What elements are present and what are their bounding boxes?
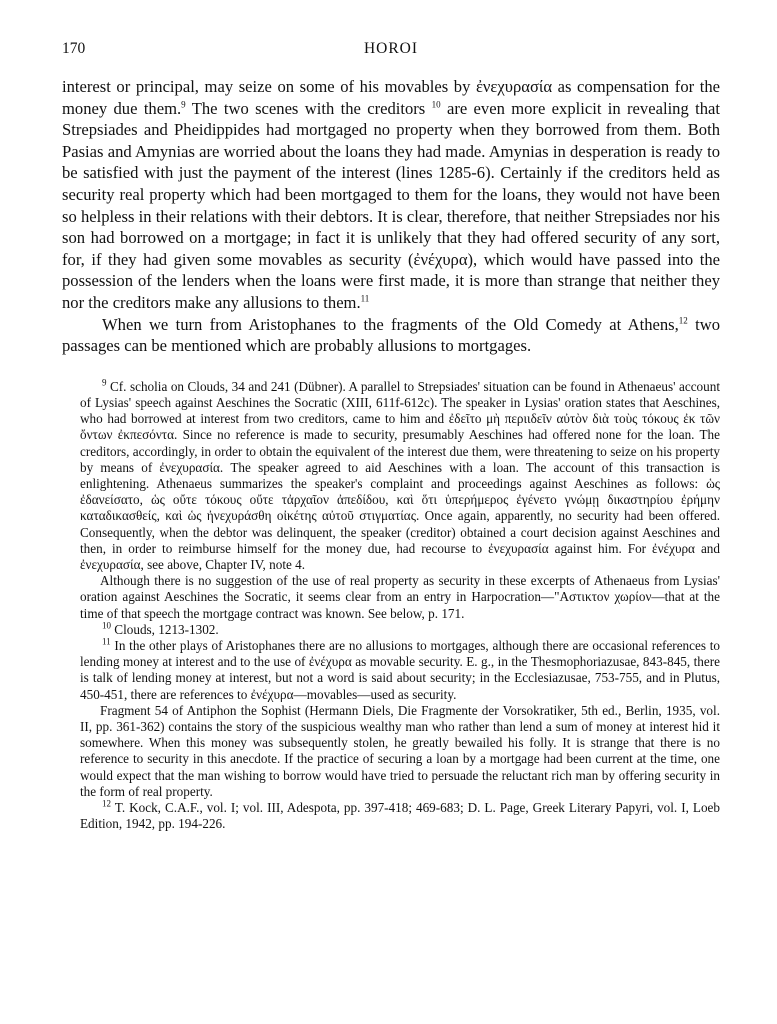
footnote-12: [80, 800, 720, 832]
page: [62, 40, 720, 832]
footnotes: [62, 379, 720, 833]
paragraph-1-text-b: The two scenes with the creditors: [185, 98, 432, 118]
footnote-mark-12: 12: [102, 798, 111, 809]
paragraph-2: [62, 314, 720, 357]
page-number: 170: [62, 40, 86, 57]
footnote-9-text: Cf. scholia on Clouds, 34 and 241 (Dübner). A parallel to Strepsiades' situation can be found in Athenaeus' account of Lysias' speech against Aeschines the Socratic (XIII, 611f-612c). The speaker in Lysias' oration states that Aeschines, who had borrowed at interest from two creditors, came to him and ἐδεῖτο μὴ περιιδεῖν αὐτὸν διὰ τοὺς τόκους ἐκ τῶν ὄντων ἐκπεσόντα. Since no reference is made to security, presumably Aeschines had offered none for the loan. The creditors, accordingly, in order to obtain the equivalent of the interest due them, were threatening to seize on his property by means of ἐνεχυρασία. The speaker agreed to aid Aeschines with a loan. The account of this transaction is enlightening. Athenaeus summarizes the speaker's complaint and proceedings against Aeschines as follows: ὡς ἐδανείσατο, ὡς οὔτε τόκους οὔτε τἀρχαῖον ἀπεδίδου, καὶ ὅτι ὑπερήμερος ἐγένετο γνώμῃ δικαστηρίου ἐρήμην καταδικασθείς, καὶ ὡς ἠνεχυράσθη οἰκέτης αὐτοῦ στιγματίας. Once again, apparently, no security had been offered. Consequently, when the debtor was delinquent, the speaker (creditor) obtained a court decision against Aeschines and then, in order to reimburse himself for the money due, had recourse to ἐνεχυρασία against him. For ἐνέχυρα and ἐνεχυρασία, see above, Chapter IV, note 4.: [80, 378, 720, 572]
footnote-10-text: Clouds, 1213-1302.: [111, 621, 219, 637]
footnote-11-text: In the other plays of Aristophanes there are no allusions to mortgages, although there are occasional references to lending money at interest and to the use of ἐνέχυρα as movable security. E. g., in the Thesmophoriazusae, 843-845, there is talk of lending money at interest, but not a word is said about security; in the Ecclesiazusae, 753-755, and in Plutus, 450-451, there are references to ἐνέχυρα—movables—used as security.: [80, 637, 720, 702]
paragraph-1-text-a: interest or principal, may seize on some of his movables by ἐνεχυρασία as compensation for the money due them.: [62, 77, 720, 118]
footnote-9: [80, 379, 720, 573]
footnote-ref-9[interactable]: 9: [181, 99, 186, 110]
footnote-mark-9: 9: [102, 377, 107, 388]
footnote-9-continued: Although there is no suggestion of the use of real property as security in these excerpts of Athenaeus from Lysias' oration against Aeschines the Socratic, it seems clear from an entry in Harpocration—"Αστικτον χωρίον—that at the time of that speech the mortgage contract was known. See below, p. 171.: [80, 573, 720, 621]
footnote-ref-12[interactable]: 12: [678, 315, 688, 325]
footnote-12-text: T. Kock, C.A.F., vol. I; vol. III, Adespota, pp. 397-418; 469-683; D. L. Page, Greek Literary Papyri, vol. I, Loeb Edition, 1942, pp. 194-226.: [80, 800, 720, 832]
paragraph-2-text-b: two passages can be mentioned which are probably allusions to mortgages.: [62, 314, 720, 356]
footnote-11: [80, 638, 720, 703]
running-title: HOROI: [363, 40, 419, 57]
paragraph-1-text-c: are even more explicit in revealing that Strepsiades and Pheidippides had mortgaged no property when they borrowed from them. Both Pasias and Amynias are worried about the loans they had made. Amynias in desperation is ready to be satisfied with just the payment of the interest (lines 1285-6). Certainly if the creditors held as security real property which had been mortgaged to them for the loans, they would not have been so helpless in their relations with their debtors. It is clear, therefore, that neither Strepsiades nor his son had borrowed on a mortgage; in fact it is unlikely that they had offered security of any sort, for, if they had given some movables as security (ἐνέχυρα), which would have passed into the possession of the lenders when the loans were first made, it is more than strange that neither they nor the creditors make any allusions to them.: [62, 98, 720, 312]
footnote-10: [80, 622, 720, 638]
footnote-ref-10[interactable]: 10: [431, 99, 441, 110]
footnote-ref-11[interactable]: 11: [360, 293, 370, 304]
main-text: [62, 76, 720, 357]
paragraph-2-text-a: When we turn from Aristophanes to the fragments of the Old Comedy at Athens,: [102, 314, 679, 334]
footnote-mark-10: 10: [102, 620, 111, 631]
footnote-mark-11: 11: [102, 636, 111, 647]
footnote-11-continued: Fragment 54 of Antiphon the Sophist (Hermann Diels, Die Fragmente der Vorsokratiker, 5th ed., Berlin, 1935, vol. II, pp. 361-362) contains the story of the suspicious wealthy man who rather than lend a sum of money at interest hid it somewhere. When this money was subsequently stolen, he greatly bewailed his folly. It is strange that there is no reference to security in this anecdote. If the practice of securing a loan by a mortgage had been current at the time, one would expect that the man wishing to borrow would have tried to persuade the reluctant rich man by offering security in the form of real property.: [80, 702, 720, 799]
paragraph-1: [62, 76, 720, 314]
running-header: [62, 40, 720, 62]
